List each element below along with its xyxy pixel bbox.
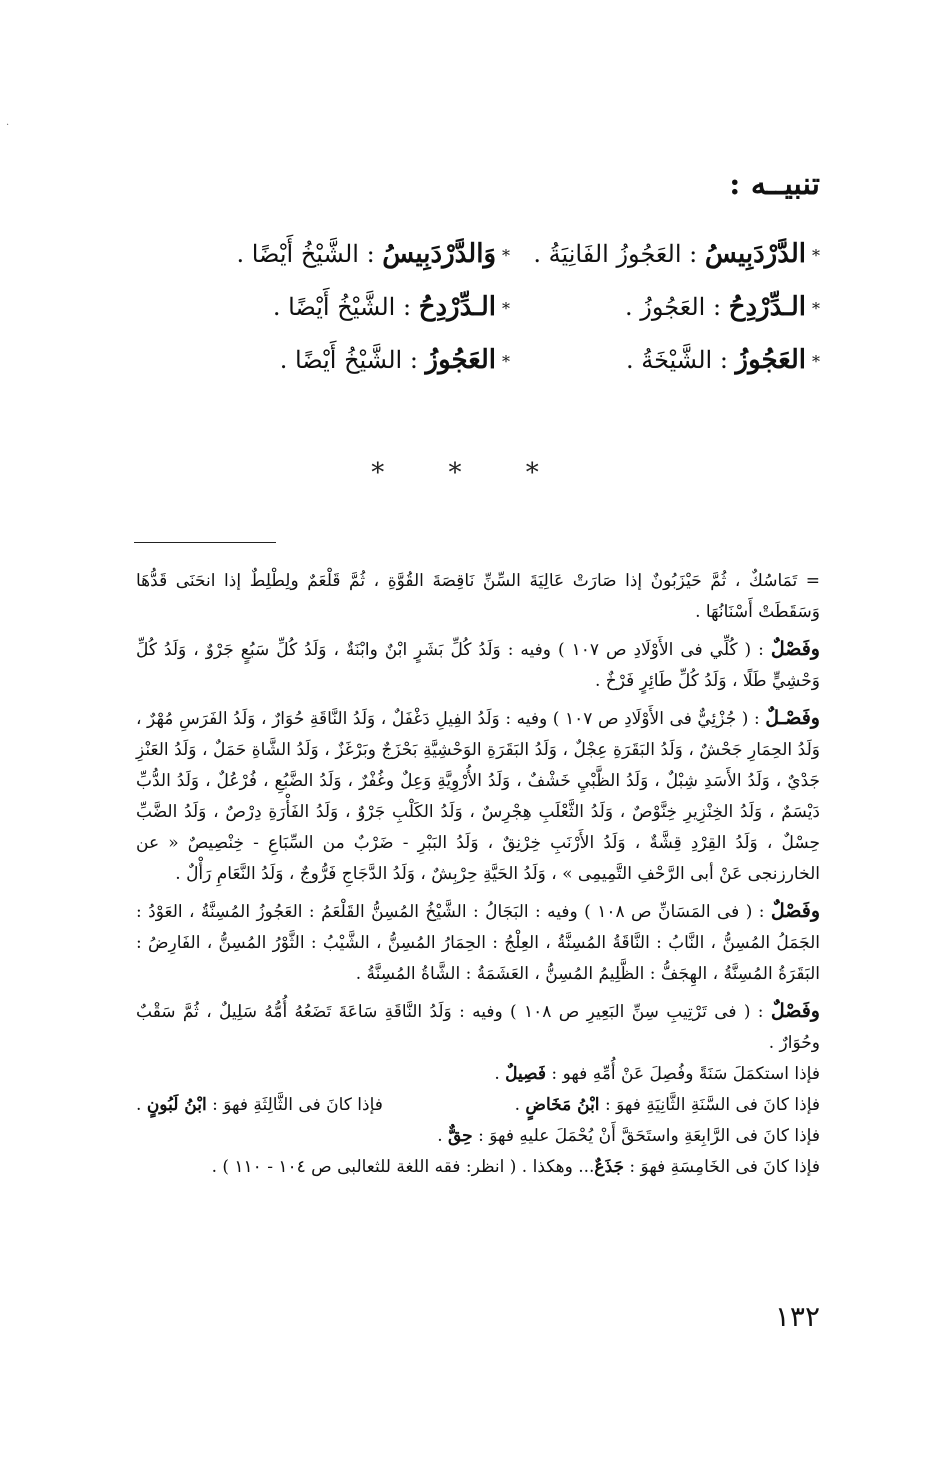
definition-row bbox=[130, 228, 820, 281]
footnote-paragraph bbox=[136, 634, 820, 697]
definition-row bbox=[130, 334, 820, 387]
camel-age-text: . bbox=[494, 1064, 506, 1084]
camel-age-text: فإذا كانَ فى الخَامِسَةِ فهوَ : bbox=[624, 1157, 820, 1177]
definition-entry bbox=[273, 281, 510, 335]
definition-term: الـدِّرْدِحُ bbox=[728, 292, 806, 322]
camel-age-text: فإذا كانَ فى السَّنَةِ الثَّانِيَةِ فهوَ : bbox=[599, 1095, 820, 1115]
camel-age-term: حِقٌّ bbox=[448, 1126, 473, 1146]
margin-mark: · bbox=[6, 120, 10, 131]
definition-term: وَالدَّرْدَبِيسُ bbox=[382, 239, 496, 269]
camel-age-term: جَذَعٌ bbox=[594, 1157, 624, 1177]
definition-term: الدَّرْدَبِيسُ bbox=[704, 239, 806, 269]
definition-entry bbox=[533, 228, 820, 282]
bullet-star-icon: * bbox=[812, 352, 820, 371]
footnote-continuation: = تَمَاسُكٌ ، ثُمَّ حَيْزَبُونٌ إذا صَارَتْ عَالِيَةَ السِّنِّ نَاقِصَةَ القُوَّةِ ، ثُمَّ قَلْعَمٌ ولِطْلِطٌ إذا انحَنَى قَدُّهَا وَسَقَطَتْ أَسْنَانُهَا . bbox=[136, 571, 820, 622]
page-number: ١٣٢ bbox=[774, 1300, 820, 1333]
camel-age-text: فإذا استكمَلَ سَنَةً وفُصِلَ عَنْ أُمِّهِ فهو : bbox=[546, 1064, 820, 1084]
footnote-lead: وفَصْلٌ bbox=[770, 638, 820, 660]
definition-term: الـدِّرْدِحُ bbox=[418, 292, 496, 322]
footnotes bbox=[136, 566, 820, 1183]
footnote-text: : ( جُزْئِيٌّ فى الأَوْلَادِ ص ١٠٧ ) وفيه : وَلَدُ الفِيلِ دَغْفَلٌ ، وَلَدُ النَّاقَةِ حُوَارٌ ، وَلَدُ الفَرَسِ مُهْرٌ ، وَلَدُ الحِمَارِ جَحْشٌ ، وَلَدُ البَقَرَةِ عِجْلٌ ، وَلَدُ البَقَرَةِ الوَحْشِيَّةِ بَحْزَجٌ وبَرْغَزٌ ، وَلَدُ الشَّاةِ حَمَلٌ ، وَلَدُ العَنْزِ جَدْيٌ ، وَلَدُ الأَسَدِ شِبْلٌ ، وَلَدُ الظَّبْيِ خَشْفٌ ، وَلَدُ الأُرْوِيَّةِ وَعِلٌ وغُفْرٌ ، وَلَدُ الضَّبُعِ ، فُرْعُلٌ ، وَلَدُ الدُّبِّ دَيْسَمٌ ، وَلَدُ الخِنْزِيرِ خِنَّوْصٌ ، وَلَدُ الثَّعْلَبِ هِجْرِسٌ ، وَلَدُ الكَلْبِ جَرْوٌ ، وَلَدُ الفَأْرَةِ دِرْصٌ ، وَلَدُ الضَّبِّ حِسْلٌ ، وَلَدُ القِرْدِ قِشَّةٌ ، وَلَدُ الأَرْنَبِ خِرْنِقٌ ، وَلَدُ البَبْرِ - ضَرْبٌ من السِّبَاعِ - خِنْصِيصٌ « عن الخارزنجى عَنْ أبى الرَّحْفِ التَّمِيمِى » ، وَلَدُ الحَيَّةِ حِرْبِشٌ ، وَلَدُ الدَّجَاجِ فَرُّوجٌ ، وَلَدُ النَّعَامِ رَأْلٌ . bbox=[136, 709, 820, 884]
definition-text: : الشَّيْخُ أَيْضًا . bbox=[272, 293, 419, 321]
footnote-lead: وفَصْلٌ bbox=[770, 900, 820, 922]
footnote-paragraph bbox=[136, 703, 820, 890]
definition-term: العَجُوزُ bbox=[735, 345, 806, 375]
section-heading: تنبيــه : bbox=[729, 167, 820, 202]
definition-row bbox=[130, 281, 820, 334]
footnote-lead: وفَصْـلٌ bbox=[765, 707, 820, 729]
camel-age-text: ... وهكذا . ( انظر: فقه اللغة للثعالبى ص ١٠٤ - ١١٠ ) . bbox=[211, 1157, 595, 1177]
camel-age-text: . bbox=[514, 1095, 526, 1115]
camel-age-text: فإذا كانَ فى الثَّالِثَةِ فهوَ : bbox=[206, 1095, 383, 1115]
camel-age-text: . bbox=[437, 1126, 448, 1146]
camel-age-term: ابْنُ لَبُونٍ bbox=[146, 1095, 207, 1115]
camel-age-line bbox=[136, 1059, 820, 1090]
bullet-star-icon: * bbox=[812, 246, 820, 265]
footnote-text: : ( فى تَرْتِيبِ سِنِّ البَعِيرِ ص ١٠٨ ) وفيه : وَلَدُ النَّاقَةِ سَاعَةَ تَضَعُهُ أُمُّهُ سَلِيلٌ ، ثُمَّ سَقْبٌ وحُوَارٌ . bbox=[136, 1002, 820, 1053]
camel-age-text: . bbox=[136, 1095, 147, 1115]
footnote-paragraph bbox=[136, 996, 820, 1059]
bullet-star-icon: * bbox=[502, 352, 510, 371]
definition-text: : الشَّيْخُ أَيْضًا . bbox=[236, 240, 383, 268]
definition-term: العَجُوزُ bbox=[425, 345, 496, 375]
footnote-paragraph bbox=[136, 896, 820, 990]
footnote-text: : ( فى المَسَانِّ ص ١٠٨ ) وفيه : البَجَالُ : الشَّيْخُ المُسِنُّ القَلْعَمُ : العَجُوزُ المُسِنَّةُ ، العَوْدُ : الجَمَلُ المُسِنُّ ، النَّابُ : النَّاقَةُ المُسِنَّةُ ، العِلْجُ : الحِمَارُ المُسِنُّ ، الشَّيْبُ : الثَّوْرُ المُسِنُّ ، الفَارِضُ : البَقَرَةُ المُسِنَّةُ ، الهِجَفُّ : الظَّلِيمُ المُسِنُّ ، العَشَمَةُ : الشَّاةُ المُسِنَّةُ . bbox=[136, 902, 820, 984]
camel-age-term: ابْنُ مَخَاضٍ bbox=[525, 1095, 600, 1115]
bullet-star-icon: * bbox=[502, 299, 510, 318]
definition-entry bbox=[280, 334, 510, 388]
bullet-star-icon: * bbox=[812, 299, 820, 318]
definition-text: : العَجُوزُ الفَانِيَةُ . bbox=[533, 240, 705, 268]
camel-age-entry bbox=[136, 1090, 383, 1121]
camel-age-term: فَصِيلٌ bbox=[505, 1064, 547, 1084]
footnote-text: : ( كُلِّي فى الأَوْلَادِ ص ١٠٧ ) وفيه : وَلَدُ كُلِّ بَشَرٍ ابْنٌ وابْنَةٌ ، وَلَدُ كُلِّ سَبُعٍ جَرْوٌ ، وَلَدُ كُلِّ وَحْشِيٍّ طَلًا ، وَلَدُ كُلِّ طَائِرٍ فَرْخٌ . bbox=[136, 640, 820, 691]
bullet-star-icon: * bbox=[502, 246, 510, 265]
definitions-list bbox=[130, 228, 820, 387]
footnote-divider bbox=[134, 542, 276, 543]
definition-entry bbox=[236, 228, 510, 282]
camel-age-entry bbox=[515, 1090, 820, 1121]
section-separator: * * * bbox=[371, 458, 567, 488]
footnote-lead: وفَصْلٌ bbox=[770, 1000, 820, 1022]
definition-text: : الشَّيْخَةُ . bbox=[625, 346, 736, 374]
camel-age-line bbox=[136, 1152, 820, 1183]
definition-text: : العَجُوزُ . bbox=[625, 293, 729, 321]
definition-entry bbox=[626, 334, 820, 388]
camel-age-line bbox=[136, 1090, 820, 1121]
camel-age-text: فإذا كانَ فى الرَّابِعَةِ واستَحَقَّ أَنْ يُحْمَلَ عليهِ فهوَ : bbox=[472, 1126, 820, 1146]
definition-entry bbox=[625, 281, 820, 335]
camel-age-line bbox=[136, 1121, 820, 1152]
definition-text: : الشَّيْخُ أَيْضًا . bbox=[279, 346, 426, 374]
